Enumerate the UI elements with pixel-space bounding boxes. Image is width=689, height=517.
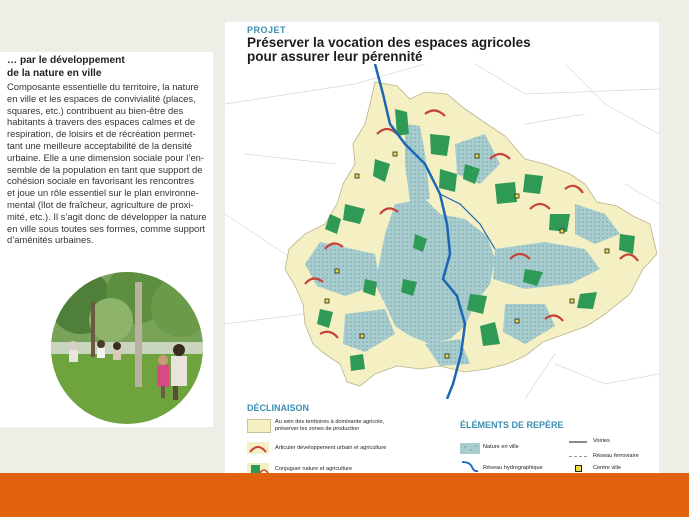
articulation-swatch — [247, 441, 269, 453]
voiries-swatch — [569, 441, 587, 443]
legend-ferro: Réseau ferroviaire — [593, 453, 639, 459]
footer-bar — [0, 473, 689, 517]
legend-reperes-title: ÉLÉMENTS DE REPÈRE — [460, 420, 564, 430]
legend-voiries: Voiries — [593, 438, 610, 444]
map-panel — [225, 22, 659, 487]
centre-ville-swatch — [575, 465, 582, 472]
map-kicker: PROJET — [247, 25, 287, 35]
legend-nature: Nature en ville — [483, 444, 519, 450]
section-title: … par le développement de la nature en ville — [7, 55, 125, 79]
agri-swatch — [247, 419, 271, 433]
legend-decl-3: Conjuguer nature et agriculture — [275, 466, 353, 472]
legend-decl-2: Articuler développement urbain et agriculture — [275, 445, 387, 451]
map-title: Préserver la vocation des espaces agricoles pour assurer leur pérennité — [247, 35, 531, 64]
legend-centre: Centre ville — [593, 465, 621, 471]
ferro-swatch — [569, 456, 587, 457]
legend-hydro: Réseau hydrographique — [483, 465, 543, 471]
nature-en-ville-swatch — [460, 441, 480, 452]
hydro-swatch — [460, 459, 480, 471]
park-photo — [51, 272, 203, 424]
legend-declinaison-title: DÉCLINAISON — [247, 403, 310, 413]
territory-map — [225, 64, 659, 399]
legend-decl-1: Au sein des territoires à dominante agricole, préserver les zones de production — [275, 419, 385, 432]
section-body: Composante essentielle du territoire, la nature en ville et les espaces de convivialité (places, squares, etc.) contribuent au bien-être des habitants à travers des espaces calmes et de respiration, de loisirs et de récréation permet- tant une meilleure acceptabilité de la densité urbaine. Elle a une dimension sociale pour l’en- semble de la population en tant que support de cohésion sociale en favorisant les rencontres et joue un rôle essentiel sur le plan environne- mental (îlot de fraîcheur, agriculture de proxi- mité, etc.). Il s’agit donc de développer la nature en ville sous toutes ses formes, comme support d’aménités urbaines. — [7, 81, 207, 246]
